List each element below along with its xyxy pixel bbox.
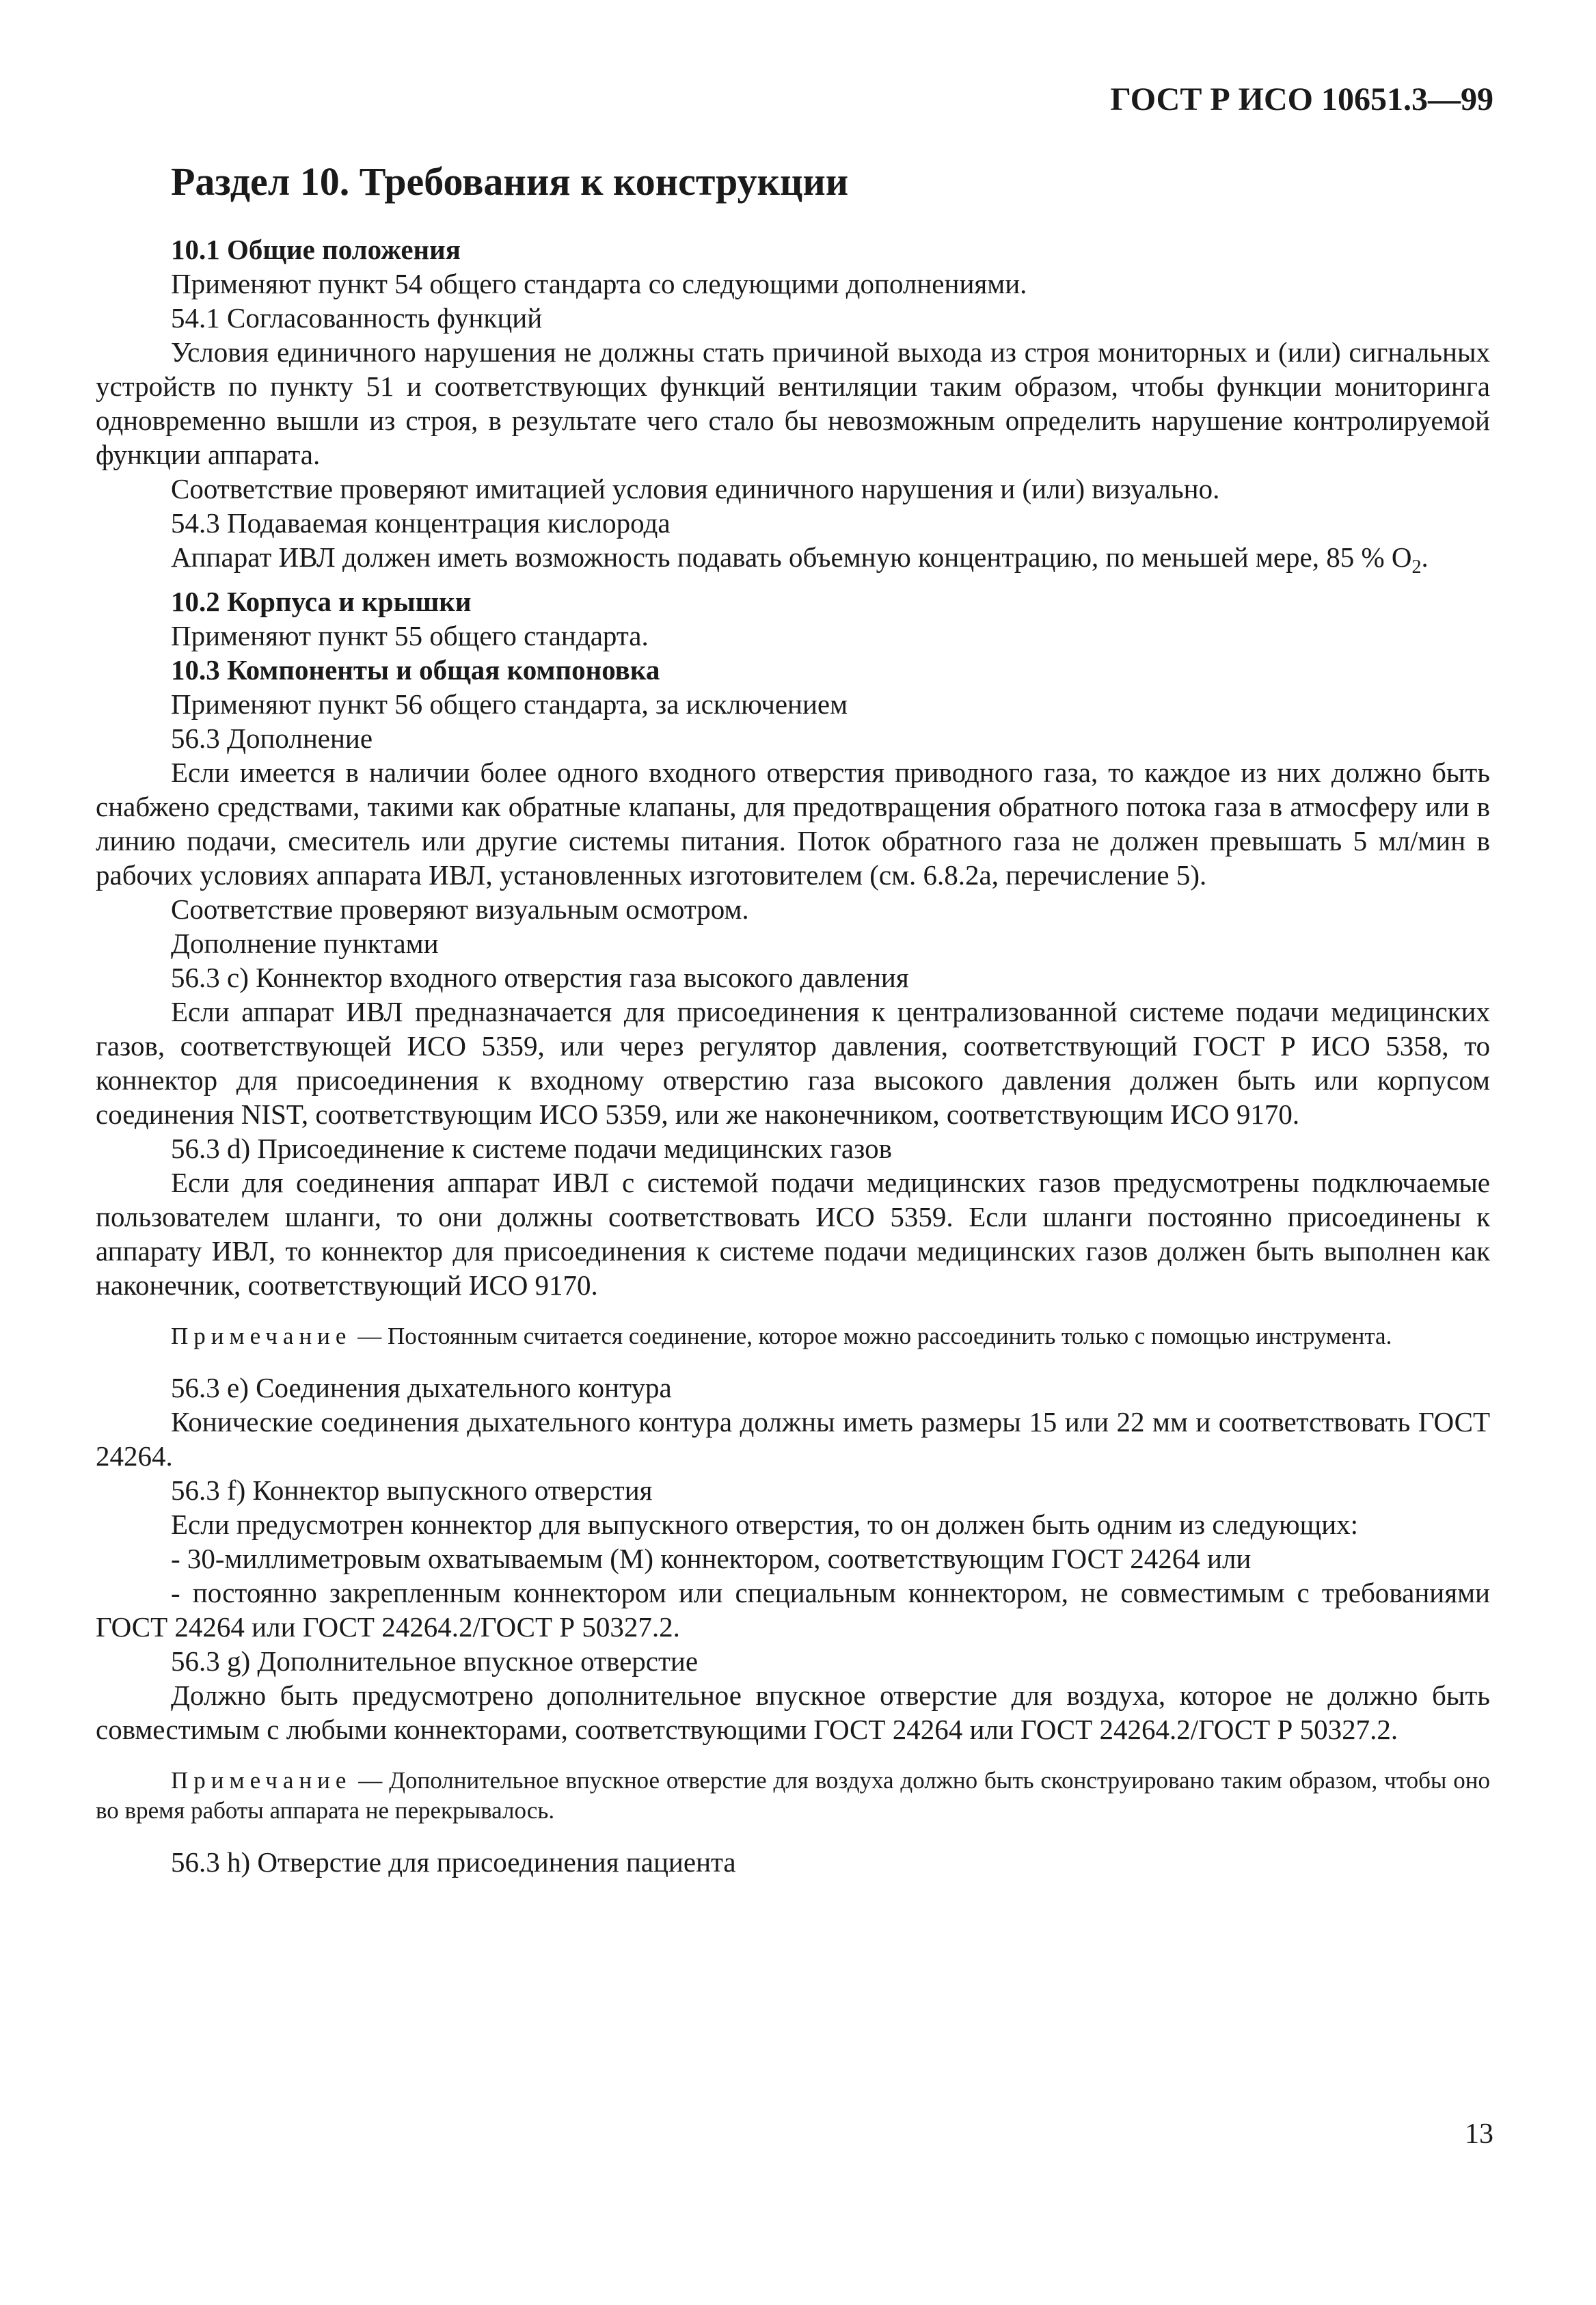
note bbox=[96, 1321, 1490, 1351]
document-body bbox=[96, 232, 1490, 1879]
clause-title: 56.3 f) Коннектор выпускного отверстия bbox=[171, 1474, 653, 1507]
section-title: Раздел 10. Требования к конструкции bbox=[171, 159, 849, 204]
clause-title: 54.3 Подаваемая концентрация кислорода bbox=[171, 507, 671, 539]
page-number: 13 bbox=[1465, 2118, 1493, 2150]
paragraph: Соответствие проверяют имитацией условия единичного нарушения и (или) визуально. bbox=[171, 473, 1220, 504]
subsection-heading-10-1: 10.1 Общие положения bbox=[171, 234, 461, 265]
paragraph: Соответствие проверяют визуальным осмотром. bbox=[171, 893, 749, 926]
clause-title: 56.3 с) Коннектор входного отверстия газа высокого давления bbox=[171, 962, 909, 994]
clause-title: 56.3 h) Отверстие для присоединения пациента bbox=[171, 1846, 736, 1878]
note-text: — Дополнительное впускное отверстие для воздуха должно быть сконструировано таким образом, чтобы оно во время работы аппарата не перекрывалось. bbox=[96, 1767, 1490, 1824]
text: Аппарат ИВЛ должен иметь возможность подавать объемную концентрацию, по меньшей мере, 85 % O bbox=[171, 541, 1412, 573]
clause-title: 56.3 Дополнение bbox=[171, 723, 373, 755]
note-label: Примечание bbox=[171, 1767, 352, 1794]
subsection-heading-10-2: 10.2 Корпуса и крышки bbox=[171, 586, 472, 618]
clause-title: 56.3 е) Соединения дыхательного контура bbox=[171, 1372, 672, 1404]
list-item: - постоянно закрепленным коннектором или специальным коннектором, не совместимым с требованиями ГОСТ 24264 или ГОСТ 24264.2/ГОСТ Р 50327.2. bbox=[96, 1577, 1490, 1643]
paragraph: Условия единичного нарушения не должны стать причиной выхода из строя мониторных и (или) сигнальных устройств по пункту 51 и соответствующих функций вентиляции таким образом, чтобы функции мониторинга одновременно вышли из строя, в результате чего стало бы невозможным определить нарушение контролируемой функции аппарата. bbox=[96, 336, 1490, 470]
paragraph: Если аппарат ИВЛ предназначается для присоединения к централизованной системе подачи медицинских газов, соответствующей ИСО 5359, или через регулятор давления, соответствующий ГОСТ Р ИСО 5358, то коннектор для присоединения к входному отверстию газа высокого давления должен быть или корпусом соединения NIST, соответствующим ИСО 5359, или же наконечником, соответствующим ИСО 9170. bbox=[96, 996, 1490, 1131]
note-text: — Постоянным считается соединение, которое можно рассоединить только с помощью инструмента. bbox=[351, 1323, 1392, 1350]
note-label: Примечание bbox=[171, 1323, 352, 1350]
subscript: 2 bbox=[1411, 556, 1422, 578]
clause-title: 54.1 Согласованность функций bbox=[171, 302, 543, 334]
text: . bbox=[1421, 541, 1429, 573]
paragraph: Дополнение пунктами bbox=[171, 928, 439, 960]
note bbox=[96, 1766, 1490, 1826]
paragraph: Применяют пункт 56 общего стандарта, за исключением bbox=[171, 688, 848, 720]
paragraph: Если имеется в наличии более одного входного отверстия приводного газа, то каждое из них должно быть снабжено средствами, такими как обратные клапаны, для предотвращения обратного потока газа в атмосферу или в линию подачи, смеситель или другие системы питания. Поток обратного газа не должен превышать 5 мл/мин в рабочих условиях аппарата ИВЛ, установленных изготовителем (см. 6.8.2а, перечисление 5). bbox=[96, 757, 1490, 891]
paragraph: Если для соединения аппарат ИВЛ с системой подачи медицинских газов предусмотрены подключаемые пользователем шланги, то они должны соответствовать ИСО 5359. Если шланги постоянно присоединены к аппарату ИВЛ, то коннектор для присоединения к системе подачи медицинских газов должен быть выполнен как наконечник, соответствующий ИСО 9170. bbox=[96, 1167, 1490, 1302]
paragraph: Применяют пункт 55 общего стандарта. bbox=[171, 620, 649, 652]
paragraph bbox=[96, 540, 1490, 584]
list-item: - 30-миллиметровым охватываемым (М) коннектором, соответствующим ГОСТ 24264 или bbox=[171, 1543, 1252, 1575]
paragraph: Применяют пункт 54 общего стандарта со следующими дополнениями. bbox=[171, 268, 1027, 299]
subsection-heading-10-3: 10.3 Компоненты и общая компоновка bbox=[171, 654, 660, 686]
clause-title: 56.3 d) Присоединение к системе подачи медицинских газов bbox=[171, 1133, 892, 1165]
paragraph: Если предусмотрен коннектор для выпускного отверстия, то он должен быть одним из следующих: bbox=[171, 1509, 1359, 1541]
clause-title: 56.3 g) Дополнительное впускное отверстие bbox=[171, 1645, 699, 1677]
paragraph: Конические соединения дыхательного контура должны иметь размеры 15 или 22 мм и соответствовать ГОСТ 24264. bbox=[96, 1406, 1490, 1472]
document-code-header: ГОСТ Р ИСО 10651.3—99 bbox=[1110, 81, 1493, 118]
paragraph: Должно быть предусмотрено дополнительное впускное отверстие для воздуха, которое не должно быть совместимым с любыми коннекторами, соответствующими ГОСТ 24264 или ГОСТ 24264.2/ГОСТ Р 50327.2. bbox=[96, 1680, 1490, 1746]
